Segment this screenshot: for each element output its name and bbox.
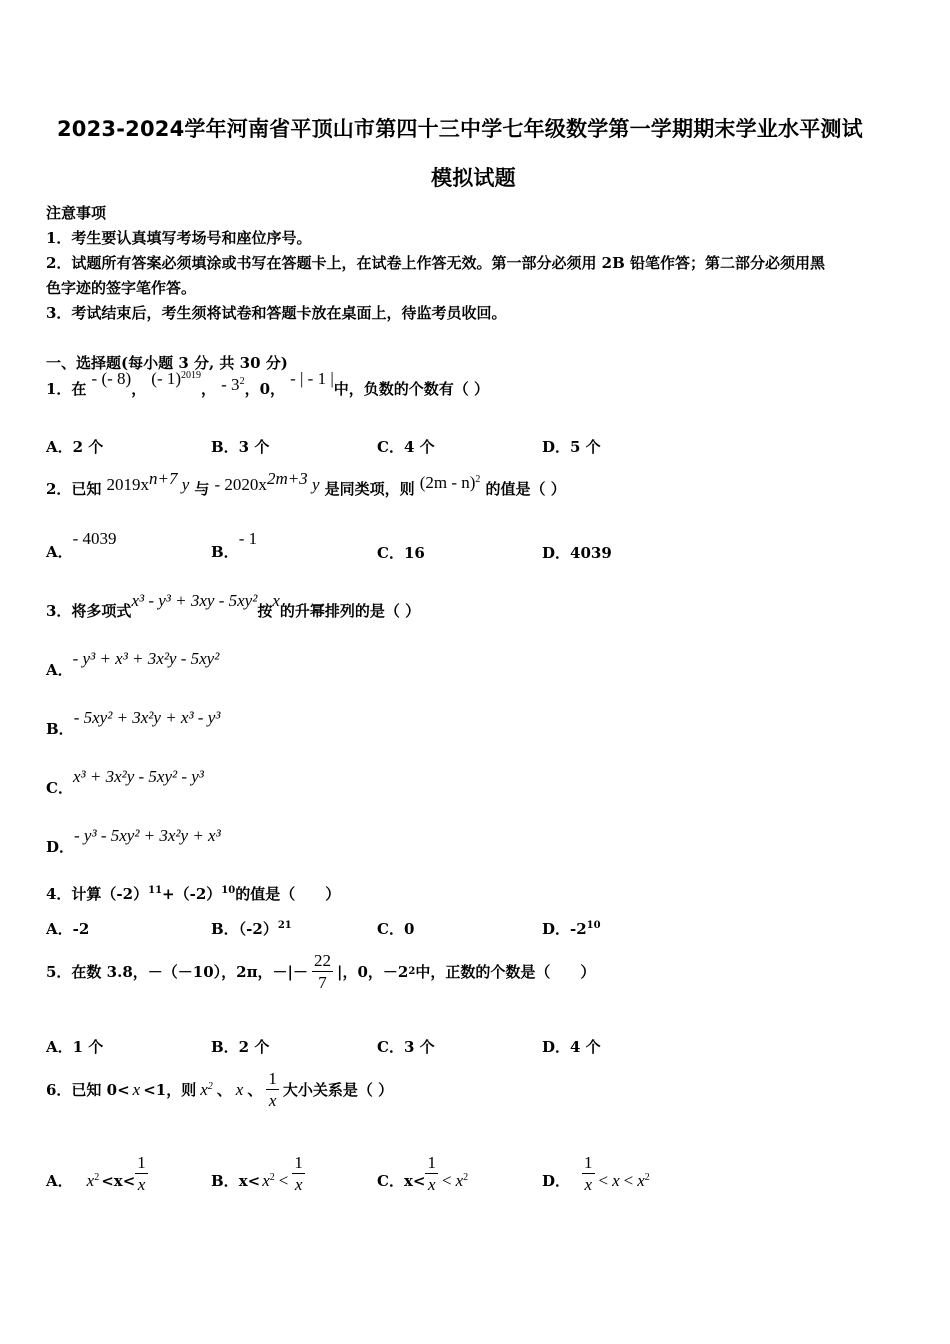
option-a: A．- 4039 [46,529,117,561]
question-number: 2．已知 [46,480,102,498]
question-2: 2．已知 $2019x^{n+7}$ y 与 - $2020x^{2m+3}$ y 是同类项，则 (2m - n)$^2$ 的值是（ ） [46,469,566,498]
question-1: 1．在 - (- 8)， (- 1)$^{2019}$， - $3^2$，0， - | - 1 |中，负数的个数有（ ） [46,369,489,398]
option-c: C． x< $\frac{1}{x}$ < $x^2$ [377,1153,469,1194]
math-expr: - | - 1 | [290,369,334,388]
notice-item: 色字迹的签字笔作答。 [46,279,197,297]
notice-item: 2．试题所有答案必须填涂或书写在答题卡上，在试卷上作答无效。第一部分必须用 2B 铅笔作答；第二部分必须用黑 [46,254,826,272]
option-a: A． $x^2$ <x< $\frac{1}{x}$ [46,1153,146,1194]
fraction: $\frac{1}{x}$ [268,1069,277,1110]
math-expr: - (- 8) [91,369,132,388]
option-a: A．-2 [46,920,90,938]
fraction: $\frac{1}{x}$ [427,1153,436,1194]
notice-heading: 注意事项 [46,204,107,222]
notice-item: 3．考试结束后，考生须将试卷和答题卡放在桌面上，待监考员收回。 [46,304,507,322]
math-expr: x³ - y³ + 3xy - 5xy² [131,591,258,610]
option-a: A．2 个 [46,438,104,456]
fraction: $\frac{22}{7}$ [314,951,332,992]
option-c: C．x³ + 3x²y - 5xy² - y³ [46,767,204,797]
option-c: C．0 [377,920,415,938]
option-c: C．4 个 [377,438,435,456]
option-a: A．- y³ + x³ + 3x²y - 5xy² [46,649,220,679]
option-d: D．4 个 [542,1038,601,1056]
option-a: A．1 个 [46,1038,104,1056]
option-c: C．16 [377,544,425,562]
question-6: 6．已知 0< x <1，则 $x^2$ 、 x 、 $\frac{1}{x}$ 大小关系是（ ） [46,1069,394,1110]
page-title-line2: 模拟试题 [431,166,516,190]
page-title: 2023-2024学年河南省平顶山市第四十三中学七年级数学第一学期期末学业水平测试 [57,117,863,141]
option-c: C．3 个 [377,1038,435,1056]
fraction: $\frac{1}{x}$ [137,1153,146,1194]
math-expr: - 3 [221,375,240,394]
section-heading: 一、选择题(每小题 3 分, 共 30 分) [46,354,288,372]
question-5: 5．在数 3.8，－（－10），2π，－|－ $\frac{22}{7}$ |，0，－2 2 中，正数的个数是（ ） [46,951,596,992]
question-4: 4．计算$(-2)^{11}+(-2)^{10}$的值是（ ） [46,885,341,903]
notice-item: 1．考生要认真填写考场号和座位序号。 [46,229,312,247]
option-d: D． $\frac{1}{x}$ < x < $x^2$ [542,1153,650,1194]
fraction: $\frac{1}{x}$ [294,1153,303,1194]
option-d: D．- y³ - 5xy² + 3x²y + x³ [46,826,221,856]
option-b: B．$(-2)^{21}$ [211,920,292,938]
math-expr: (- 1) [151,369,182,388]
option-b: B．3 个 [211,438,270,456]
question-number: 1．在 [46,380,87,398]
option-b: B． x< $x^2$ < $\frac{1}{x}$ [211,1153,303,1194]
option-d: D．$-2^{10}$ [542,920,601,938]
option-b: B．2 个 [211,1038,270,1056]
option-d: D．4039 [542,544,612,562]
option-b: B．- 5xy² + 3x²y + x³ - y³ [46,708,221,738]
option-d: D．5 个 [542,438,601,456]
option-b: B．- 1 [211,529,258,561]
fraction: $\frac{1}{x}$ [584,1153,593,1194]
question-3: 3．将多项式x³ - y³ + 3xy - 5xy²按x的升幂排列的是（ ） [46,591,421,620]
question-number: 3．将多项式 [46,602,132,620]
